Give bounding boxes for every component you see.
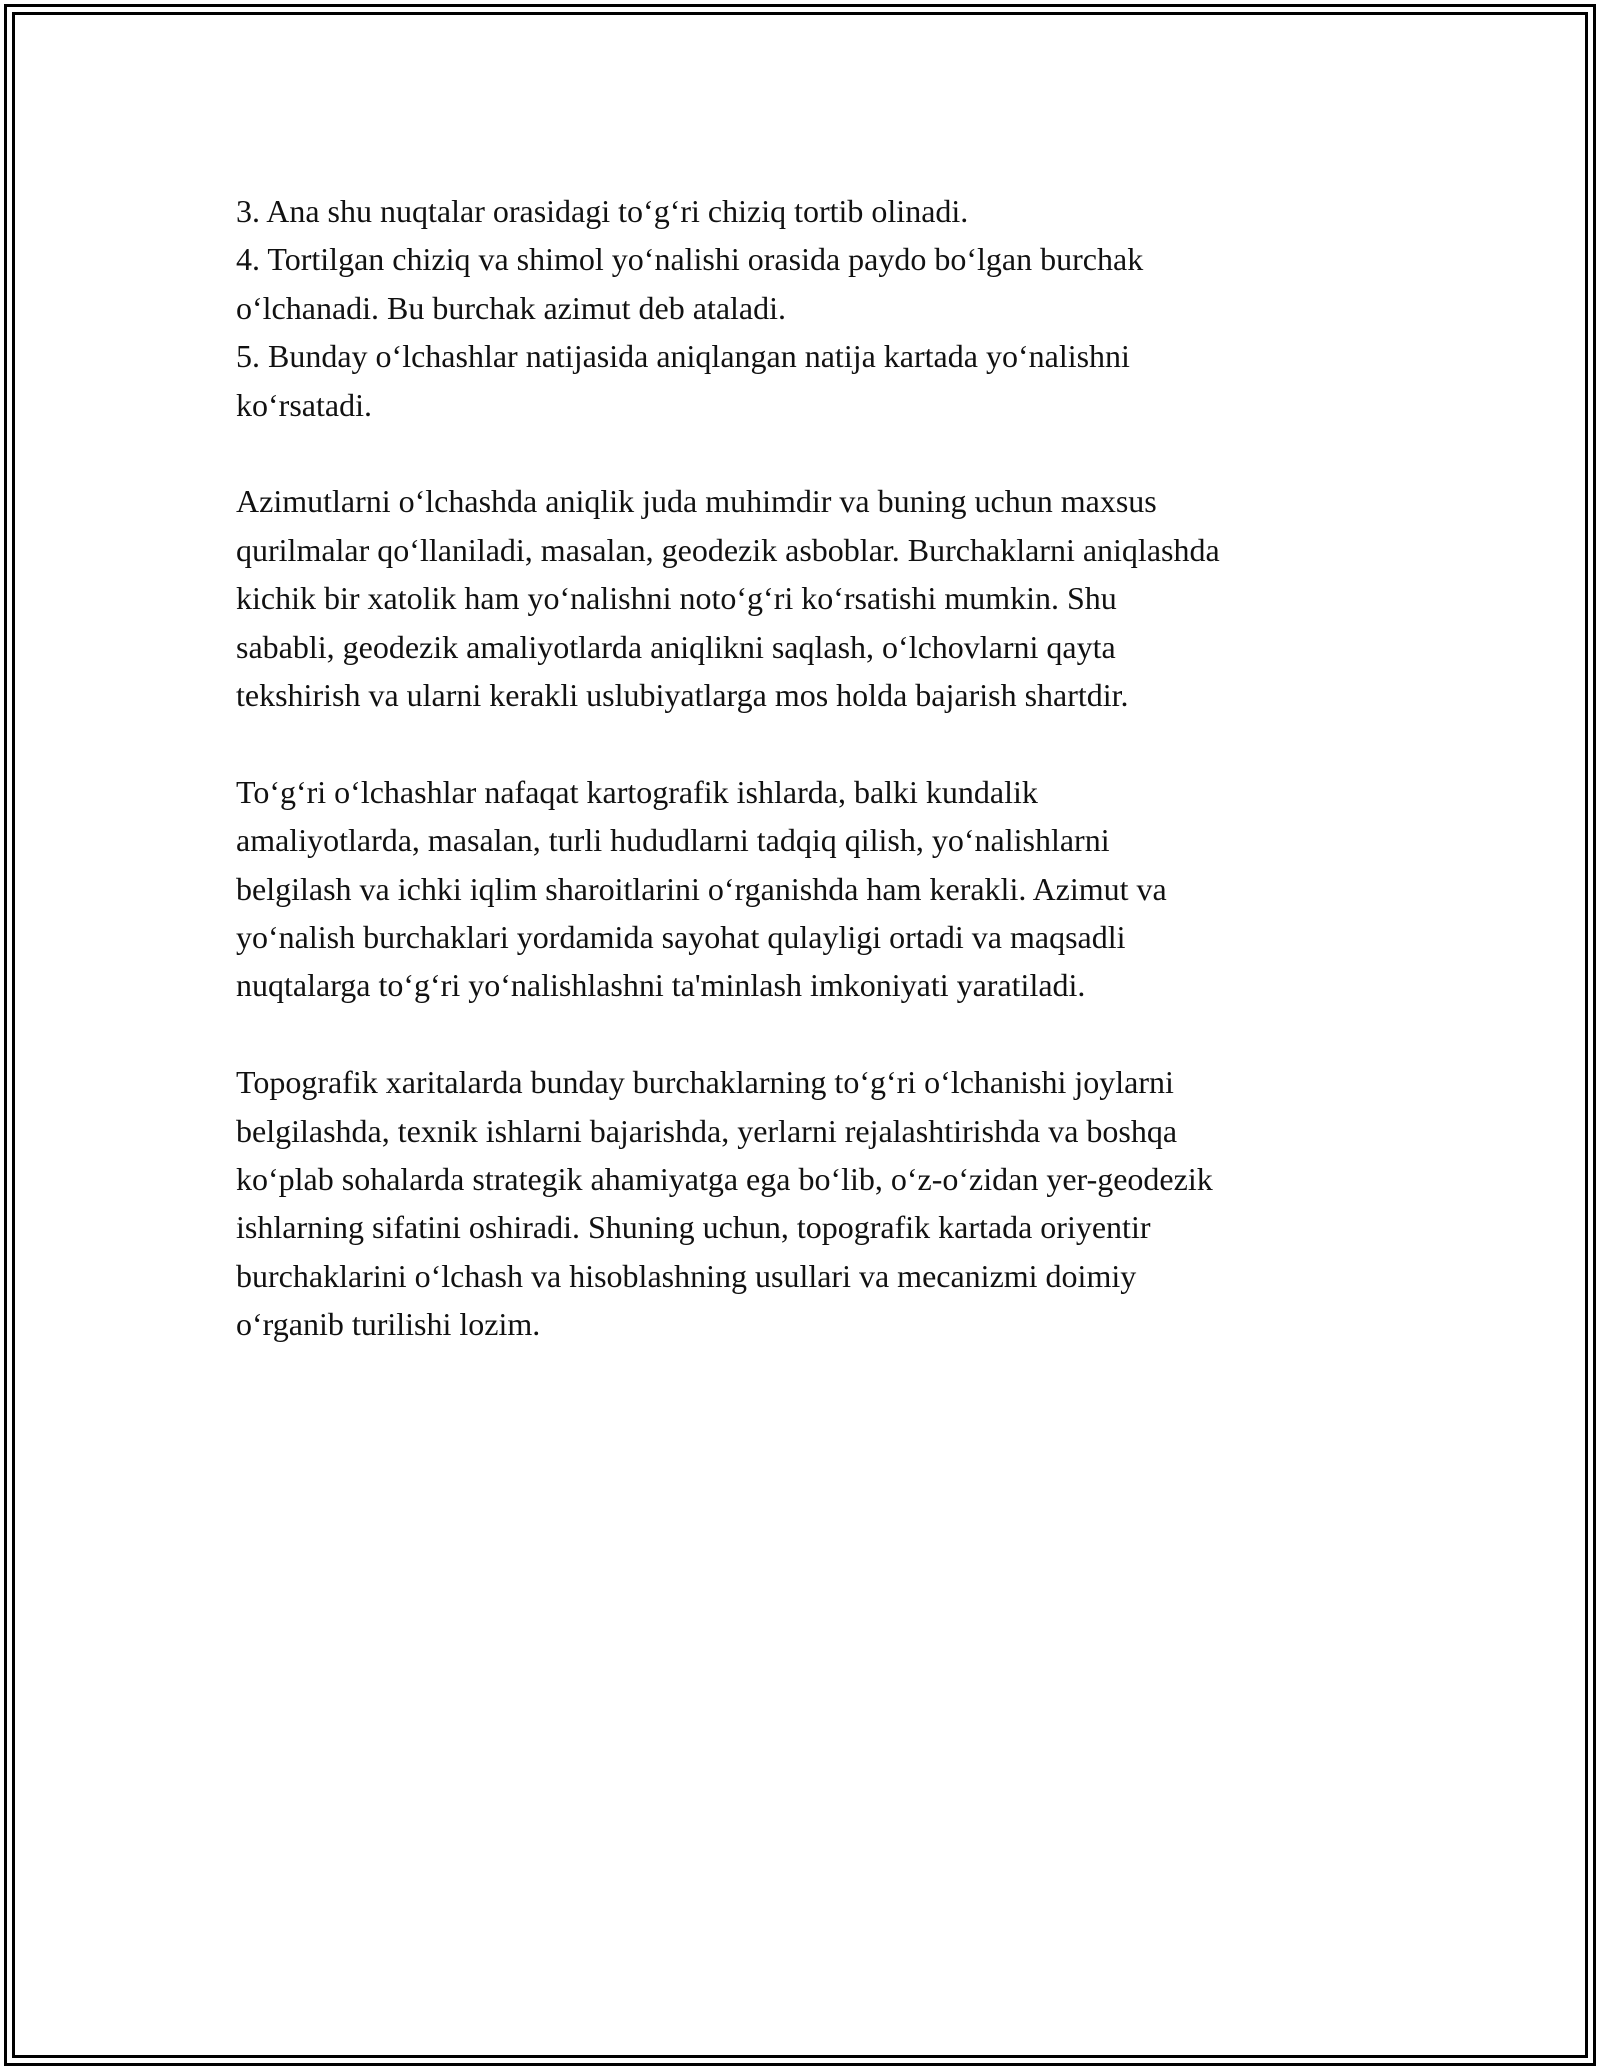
- paragraph-line: ishlarning sifatini oshiradi. Shuning uchun, topografik kartada oriyentir: [236, 1209, 1151, 1246]
- paragraph-line: o‘rganib turilishi lozim.: [236, 1306, 541, 1343]
- paragraph-line: nuqtalarga to‘g‘ri yo‘nalishlashni ta'minlash imkoniyati yaratiladi.: [236, 967, 1086, 1004]
- paragraph-1: [236, 477, 1396, 719]
- paragraph-line: burchaklarini o‘lchash va hisoblashning usullari va mecanizmi doimiy: [236, 1257, 1137, 1294]
- paragraph-line: amaliyotlarda, masalan, turli hududlarni tadqiq qilish, yo‘nalishlarni: [236, 822, 1110, 859]
- list-item-5-cont: ko‘rsatadi.: [236, 386, 372, 423]
- paragraph-line: belgilashda, texnik ishlarni bajarishda, yerlarni rejalashtirishda va boshqa: [236, 1112, 1178, 1149]
- list-item-4-cont: o‘lchanadi. Bu burchak azimut deb ataladi.: [236, 289, 787, 326]
- list-item-5: 5. Bunday o‘lchashlar natijasida aniqlangan natija kartada yo‘nalishni: [236, 338, 1130, 375]
- numbered-list: [236, 187, 1396, 429]
- list-item-3: 3. Ana shu nuqtalar orasidagi to‘g‘ri chiziq tortib olinadi.: [236, 193, 969, 229]
- paragraph-line: To‘g‘ri o‘lchashlar nafaqat kartografik ishlarda, balki kundalik: [236, 773, 1038, 810]
- paragraph-line: qurilmalar qo‘llaniladi, masalan, geodezik asboblar. Burchaklarni aniqlashda: [236, 531, 1220, 568]
- paragraph-line: kichik bir xatolik ham yo‘nalishni noto‘g‘ri ko‘rsatishi mumkin. Shu: [236, 580, 1117, 617]
- paragraph-2: [236, 768, 1396, 1010]
- document-body: [236, 187, 1396, 1397]
- paragraph-line: yo‘nalish burchaklari yordamida sayohat qulayligi ortadi va maqsadli: [236, 919, 1126, 956]
- paragraph-line: Topografik xaritalarda bunday burchaklarning to‘g‘ri o‘lchanishi joylarni: [236, 1064, 1174, 1101]
- paragraph-line: tekshirish va ularni kerakli uslubiyatlarga mos holda bajarish shartdir.: [236, 677, 1129, 714]
- paragraph-line: Azimutlarni o‘lchashda aniqlik juda muhimdir va buning uchun maxsus: [236, 483, 1157, 520]
- paragraph-3: [236, 1058, 1396, 1348]
- paragraph-line: ko‘plab sohalarda strategik ahamiyatga ega bo‘lib, o‘z-o‘zidan yer-geodezik: [236, 1161, 1213, 1198]
- paragraph-line: sababli, geodezik amaliyotlarda aniqlikni saqlash, o‘lchovlarni qayta: [236, 628, 1116, 665]
- paragraph-line: belgilash va ichki iqlim sharoitlarini o‘rganishda ham kerakli. Azimut va: [236, 870, 1167, 907]
- list-item-4: 4. Tortilgan chiziq va shimol yo‘nalishi orasida paydo bo‘lgan burchak: [236, 241, 1144, 278]
